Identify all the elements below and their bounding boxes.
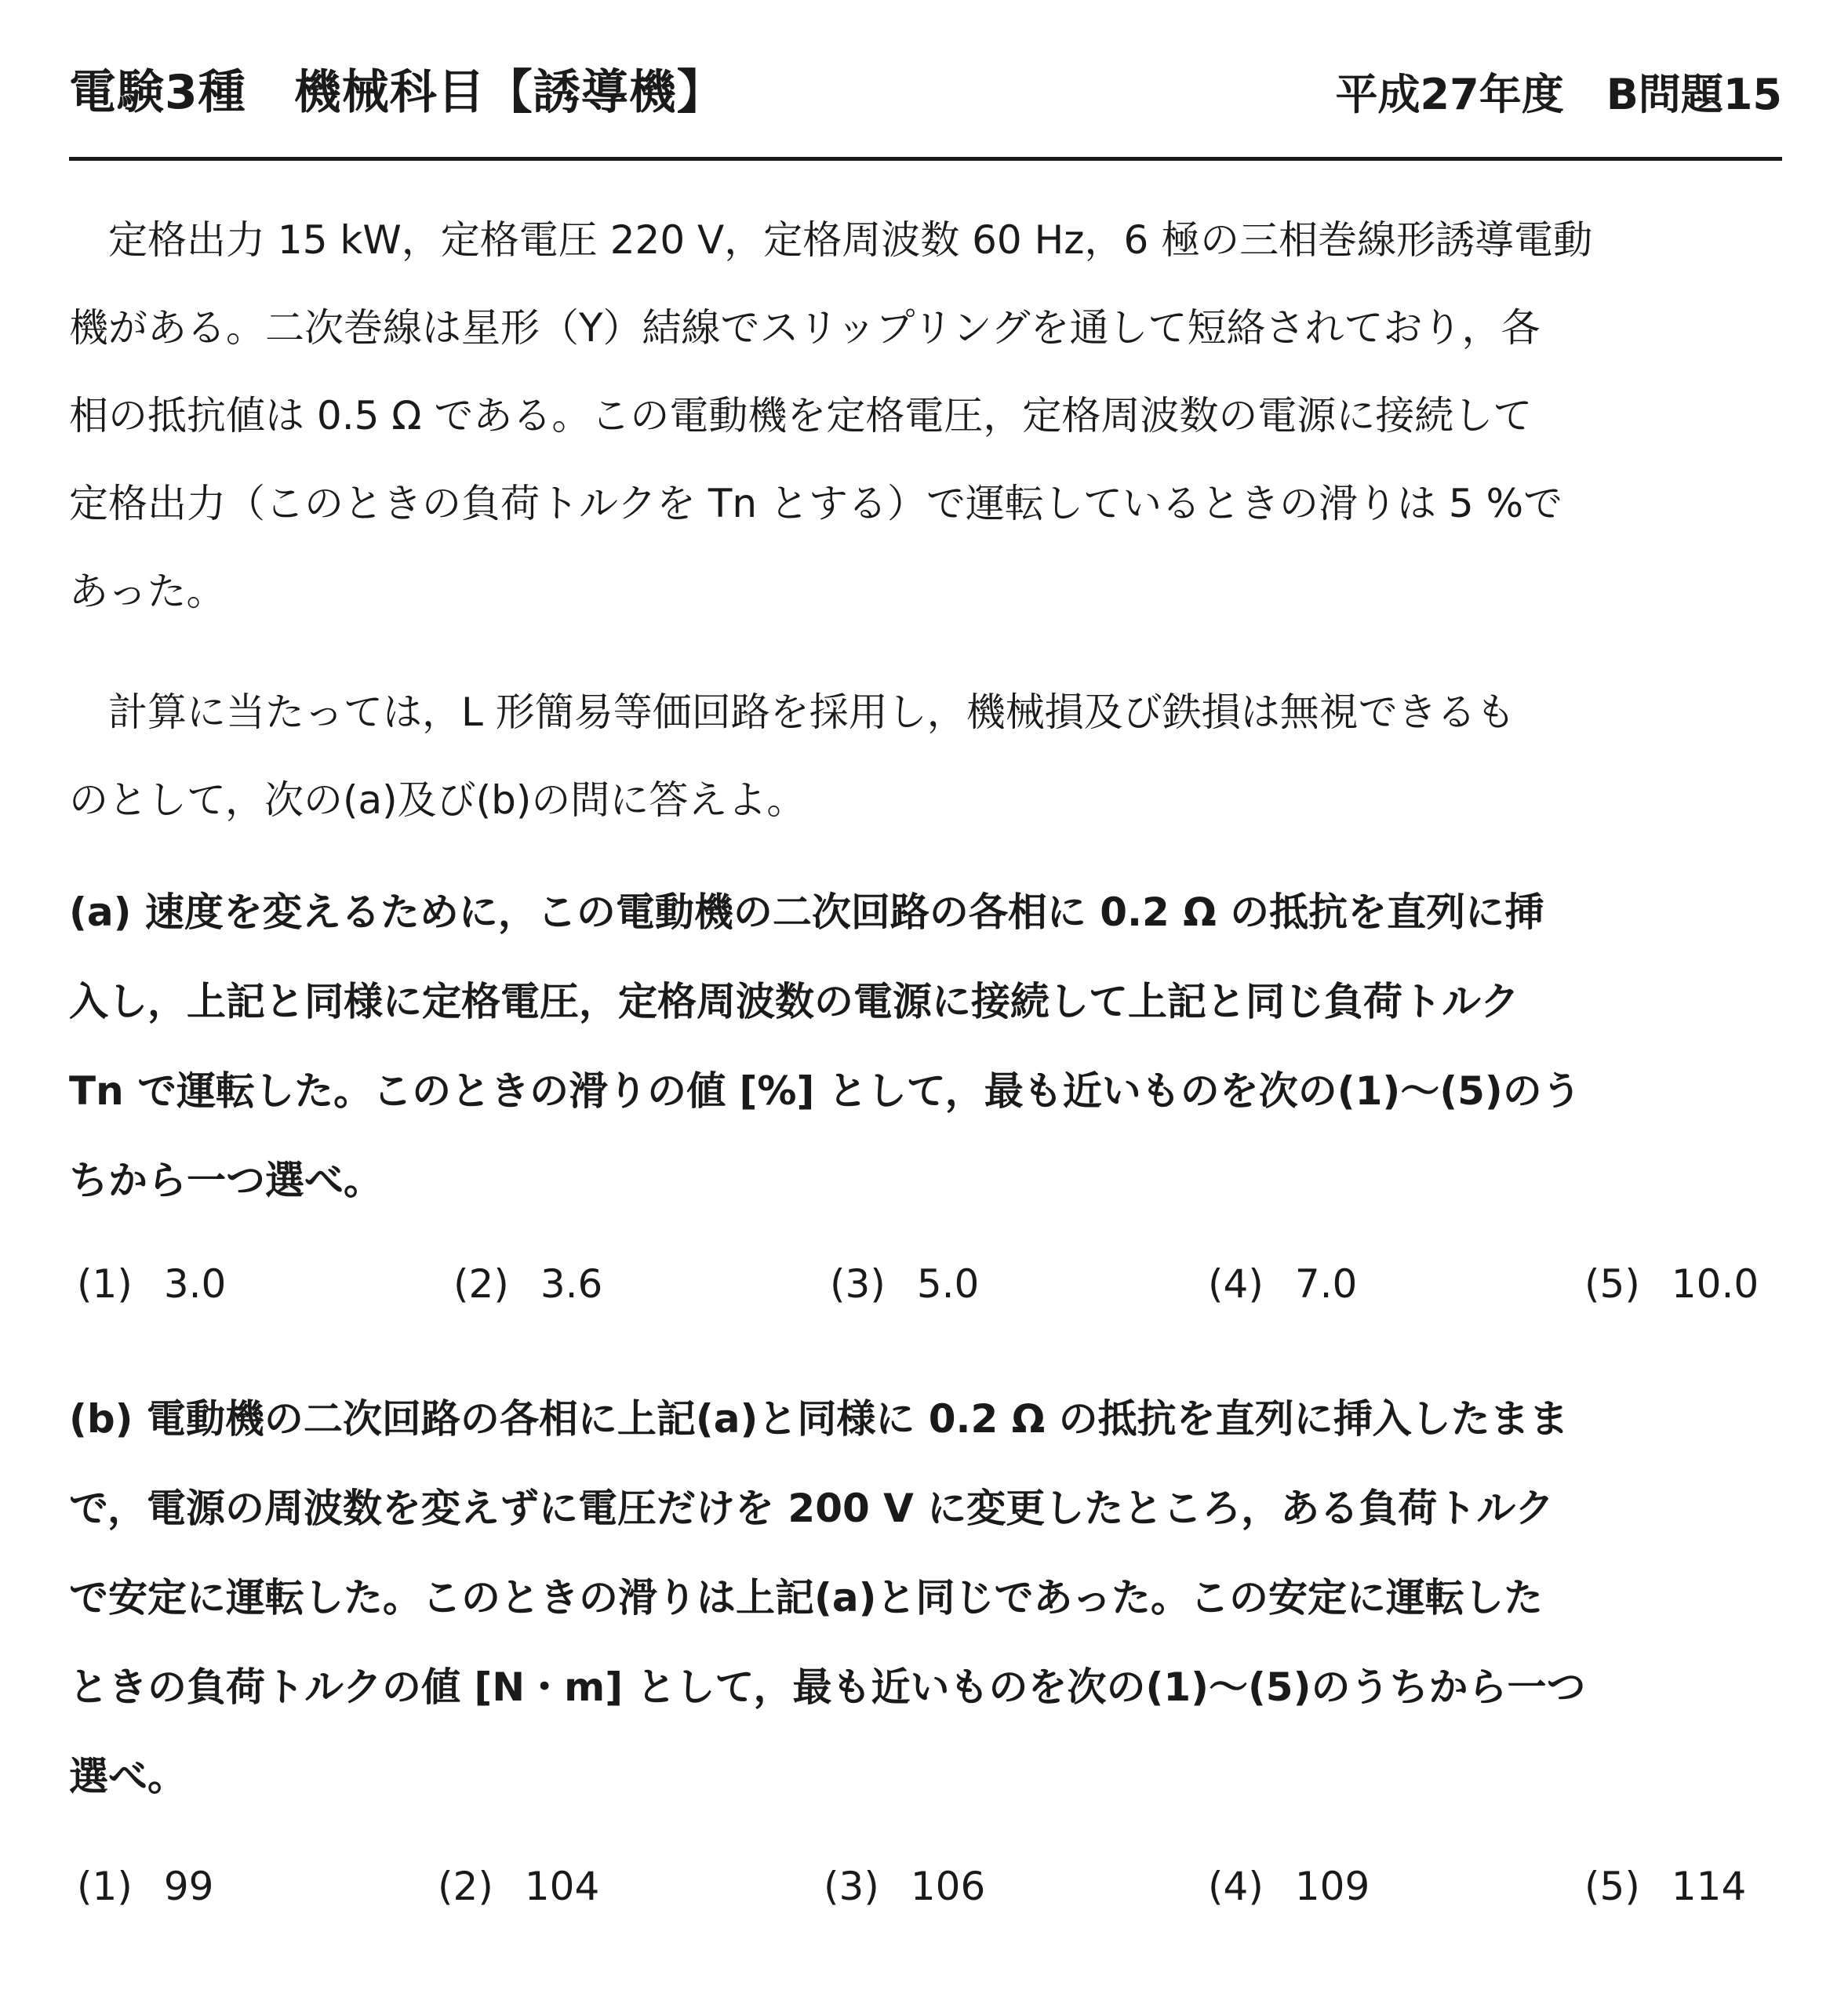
choice-value: 104 (524, 1864, 600, 1909)
choice-value: 10.0 (1671, 1261, 1759, 1307)
text-line: Tn で運転した。このときの滑りの値 [%] として，最も近いものを次の(1)～(5)のう (69, 1068, 1581, 1114)
text-line: あった。 (69, 569, 226, 614)
choice-a-1[interactable] (77, 1261, 226, 1307)
question-a-choices (69, 1261, 1782, 1316)
text-line: ちから一つ選べ。 (69, 1158, 383, 1203)
choice-number: (2) (438, 1864, 493, 1909)
header-divider (69, 157, 1782, 161)
intro-paragraph-1 (69, 196, 1782, 635)
choice-a-5[interactable] (1584, 1261, 1759, 1307)
intro-paragraph-2 (69, 668, 1782, 844)
choice-a-3[interactable] (830, 1261, 979, 1307)
choice-b-4[interactable] (1208, 1864, 1370, 1909)
choice-a-4[interactable] (1208, 1261, 1357, 1307)
text-line: ときの負荷トルクの値 [N・m] として，最も近いものを次の(1)～(5)のうちから一つ (69, 1664, 1586, 1710)
choice-number: (1) (77, 1261, 133, 1307)
choice-value: 99 (163, 1864, 214, 1909)
text-line: (a) 速度を変えるために，この電動機の二次回路の各相に 0.2 Ω の抵抗を直列に挿 (69, 889, 1544, 935)
choice-number: (3) (824, 1864, 879, 1909)
text-line: で安定に運転した。このときの滑りは上記(a)と同じであった。この安定に運転した (69, 1575, 1543, 1621)
page-header (69, 55, 1782, 133)
choice-value: 7.0 (1294, 1261, 1358, 1307)
choice-b-5[interactable] (1584, 1864, 1746, 1909)
text-line: (b) 電動機の二次回路の各相に上記(a)と同様に 0.2 Ω の抵抗を直列に挿入したまま (69, 1396, 1569, 1442)
choice-a-2[interactable] (453, 1261, 602, 1307)
choice-b-3[interactable] (824, 1864, 985, 1909)
text-line: のとして，次の(a)及び(b)の問に答えよ。 (69, 777, 806, 823)
choice-value: 3.0 (163, 1261, 227, 1307)
choice-b-1[interactable] (77, 1864, 213, 1909)
choice-value: 3.6 (540, 1261, 603, 1307)
question-b-text (69, 1374, 1782, 1821)
choice-number: (5) (1584, 1261, 1640, 1307)
choice-number: (1) (77, 1864, 133, 1909)
text-line: 入し，上記と同様に定格電圧，定格周波数の電源に接続して上記と同じ負荷トルク (69, 979, 1519, 1024)
text-line: で，電源の周波数を変えずに電圧だけを 200 V に変更したところ，ある負荷トルク (69, 1486, 1555, 1531)
choice-value: 114 (1671, 1864, 1747, 1909)
problem-page (69, 0, 1782, 2008)
choice-number: (4) (1208, 1261, 1264, 1307)
page-title: 電験3種 機械科目【誘導機】 (69, 65, 725, 120)
choice-number: (4) (1208, 1864, 1264, 1909)
text-line: 計算に当たっては，L 形簡易等価回路を採用し，機械損及び鉄損は無視できるも (69, 689, 1515, 735)
choice-value: 5.0 (916, 1261, 980, 1307)
text-line: 相の抵抗値は 0.5 Ω である。この電動機を定格電圧，定格周波数の電源に接続して (69, 393, 1533, 438)
choice-number: (3) (830, 1261, 886, 1307)
text-line: 選べ。 (69, 1754, 187, 1799)
text-line: 定格出力（このときの負荷トルクを Tn とする）で運転しているときの滑りは 5 %で (69, 481, 1563, 526)
question-b-choices (69, 1864, 1782, 1919)
choice-value: 109 (1294, 1864, 1370, 1909)
text-line: 定格出力 15 kW，定格電圧 220 V，定格周波数 60 Hz，6 極の三相巻線形誘導電動 (69, 217, 1593, 263)
choice-number: (5) (1584, 1864, 1640, 1909)
exam-reference: 平成27年度 B問題15 (1335, 70, 1782, 119)
choice-value: 106 (910, 1864, 986, 1909)
text-line: 機がある。二次巻線は星形（Y）結線でスリップリングを通して短絡されており，各 (69, 305, 1541, 351)
choice-number: (2) (453, 1261, 509, 1307)
choice-b-2[interactable] (438, 1864, 599, 1909)
question-a-text (69, 868, 1782, 1225)
